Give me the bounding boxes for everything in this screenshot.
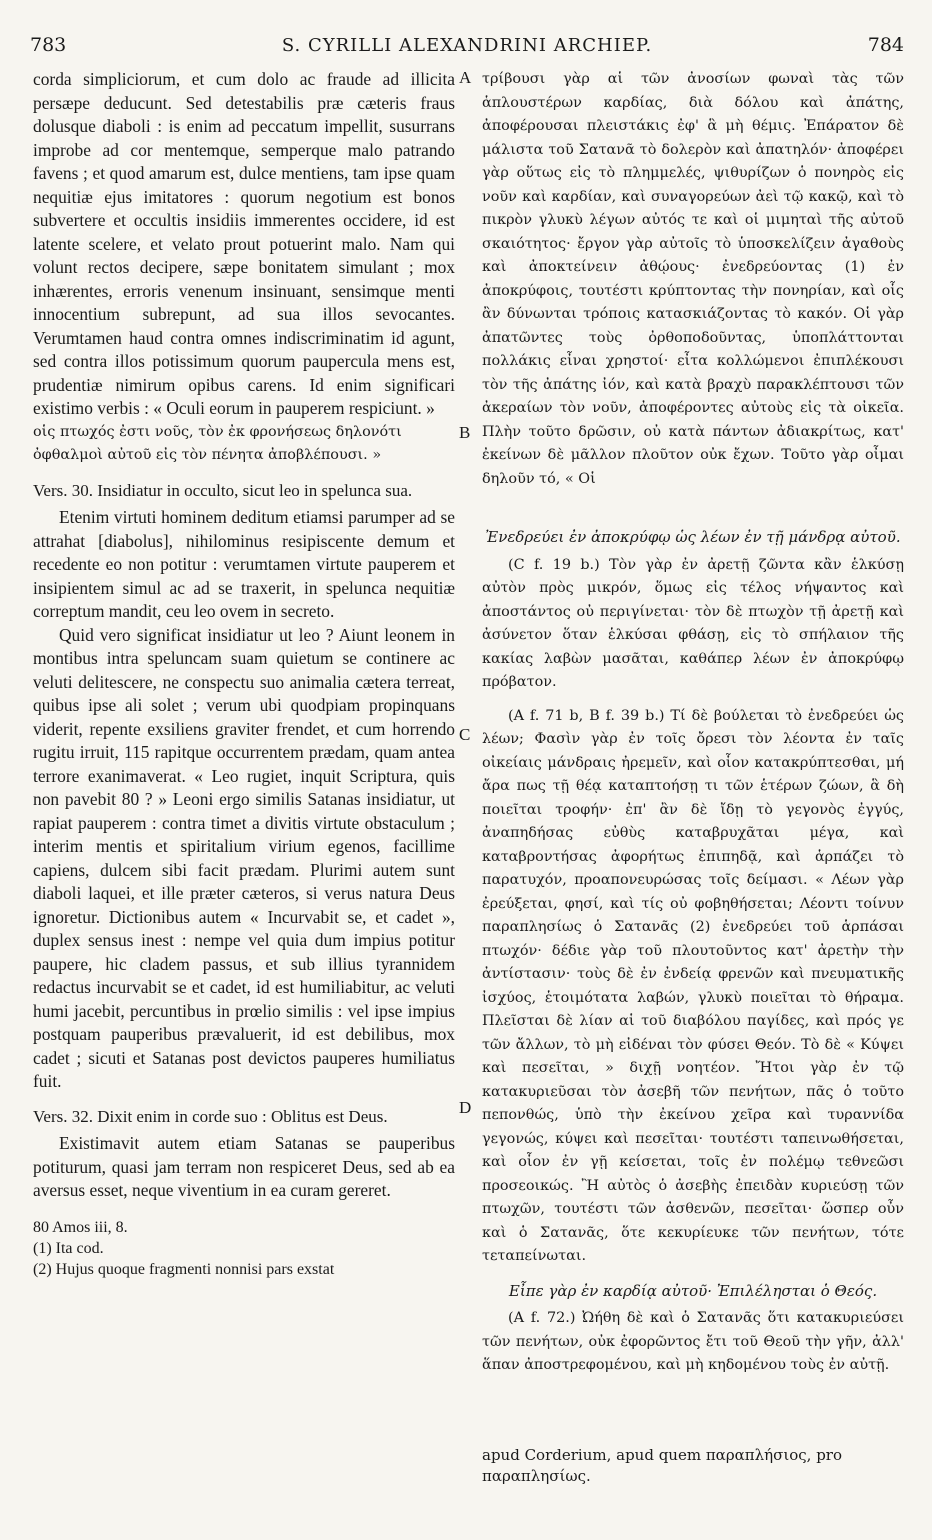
latin-paragraph-4: Existimavit autem etiam Satanas se pauperibus potiturum, quasi jam terram non respiceret Deus, sed ab ea aversus esset, neque viventium in ea curam gereret. — [33, 1133, 455, 1200]
greek-footnote: apud Corderium, apud quem παραπλήσιος, pro παραπλησίως. — [482, 1446, 843, 1485]
footnote-2: (2) Hujus quoque fragmenti nonnisi pars exstat — [33, 1260, 335, 1278]
verse-32-greek: Εἶπε γὰρ ἐν καρδίᾳ αὐτοῦ· Ἐπιλέλησται ὁ Θεός. — [508, 1281, 878, 1300]
footnote-1: (1) Ita cod. — [33, 1239, 104, 1257]
margin-letter-a: A — [459, 68, 472, 87]
greek-paragraph-2: (C f. 19 b.) Τὸν γὰρ ἐν ἀρετῇ ζῶντα κἂν ἑλκύσῃ αὐτὸν πρὸς μικρόν, ὅμως εἰς τέλος νήψαντος καὶ ἀποστάντος οὐ περιγίνεται· τὸν δὲ πτωχὸν τῇ ἀρετῇ καὶ ἀσύνετον ὅταν ἑλκύσαι φθάσῃ, εἰς τὸ σπήλαιον τῆς κακίας λαβὼν μασᾶται, καθάπερ λέων ἐν ἀποκρύφῳ πρόβατον. — [482, 556, 904, 690]
latin-greek-line-b: ὀφθαλμοὶ αὐτοῦ εἰς τὸν πένητα ἀποβλέπουσι. » — [33, 447, 382, 463]
latin-paragraph-2: Etenim virtuti hominem deditum etiamsi parumper ad se attrahat [diabolus], nihilominus resipiscente demum et recedente eo non potitur : verumtamen virtute pauperem et insipientem simul ac ad se traxerit, in spelunca nequitiæ correptum mandit, ceu leo ovem in secreto. — [33, 507, 455, 621]
latin-paragraph-1: corda simpliciorum, et cum dolo ac fraude ad illicita persæpe deducunt. Sed detestabilis præ cæteris fraus dolusque diaboli : is enim ad peccatum impellit, susurrans improbe ad cor mentemque, semperque malo patrando favens ; et quod amarum est, dulce mentiens, tam ipse quam nequitiæ ejus imitatores : quorum negotium est bonos subvertere et occultis insidiis immerentes occidere, id est latente scelere, et velato prout potuerint malo. Nam qui volunt rectos decipere, sæpe bonitatem simulant ; mox inhærentes, erroris venenum insinuant, sensimque menti innocentium subrepunt, ad sua illos sevocantes. Verumtamen haud contra omnes indiscriminatim id agunt, sed contra illos potissimum quorum paupercula mens est, prudentiæ nimirum opibus carens. Id enim significari existimo verbis : « Oculi eorum in pauperem respiciunt. » — [33, 69, 455, 418]
margin-letter-b: B — [459, 423, 471, 442]
page-number-left: 783 — [30, 34, 67, 56]
greek-paragraph-3: (A f. 71 b, B f. 39 b.) Τί δὲ βούλεται τὸ ἐνεδρεύει ὡς λέων; Φασὶν γὰρ ἐν τοῖς ὄρεσι τὸν λέοντα ἐν ταῖς οἰκείαις μάνδραις ἠρεμεῖν, καὶ οἷον κατακρύπτεσθαι, μή ἄρα πως τῇ θέᾳ καταπτοήσῃ τι τῶν ἑτέρων ζώων, ἃ δὴ ποιεῖται τροφήν· ἐπ' ἂν δὲ ἴδῃ τὸ γεγονὸς ἐγγύς, ἀναπηδήσας εὐθὺς καταβρυχᾶται μέγα, καὶ καταβροντήσας ἀφορήτως ἐπιπηδᾷ, καὶ ἁρπάζει τὸ παρατυχόν, προαπονευρώσας τοῖς δείμασι. « Λέων γὰρ ἐρεύξεται, φησί, καὶ τίς οὐ φοβηθήσεται; Λέοντι τοίνυν παραπλησίως ὁ Σατανᾶς (2) ἐνεδρεύει τοῦ ἁρπάσαι πτωχόν· δέδιε γὰρ τοῦ πλουτοῦντος κατ' ἀρετὴν τὴν ἀντίστασιν· τοὺς δὲ ἐν ἐνδείᾳ φρενῶν καὶ πνευματικῆς ἰσχύος, ἑτοιμότατα λαβών, γλυκὺ ποιεῖται τὸ θήραμα. Πλεῖσται δὲ λίαν αἱ τοῦ διαβόλου παγίδες, καὶ πρός γε τῶν ἄλλων, τὸ μὴ εἰδέναι τὸν φύσει Θεόν. Τὸ δὲ « Κύψει καὶ πεσεῖται, » διχῇ νοητέον. Ἤτοι γὰρ ἐν τῷ κατακυριεῦσαι τὸν ἀσεβῆ τῶν πενήτων, πᾶς ὁ τοῦτο πεπονθώς, ὑπὸ τὴν ἐκείνου χεῖρα καὶ τυραννίδα γεγονώς, κύψει καὶ πεσεῖται· τουτέστι ταπεινωθήσεται, καὶ οἷον ἐν γῇ κείσεται, τοῖς ἐν πολέμῳ τεθνεῶσι προσεοικώς. Ἢ αὐτὸς ὁ ἀσεβὴς ἐπειδὰν κυριεύσῃ τῶν πτωχῶν, τουτέστι τῶν ἀσθενῶν, πεσεῖται· ὥσπερ οὖν καὶ ὁ Σατανᾶς, ὅτε κεκυρίευκε τῶν πενήτων, τότε τεταπείνωται. — [482, 707, 904, 1264]
verse-32-latin: Vers. 32. Dixit enim in corde suo : Oblitus est Deus. — [33, 1106, 388, 1126]
footnote-80: 80 Amos iii, 8. — [33, 1218, 128, 1236]
latin-column — [33, 68, 455, 1280]
page-number-right: 784 — [867, 34, 904, 56]
margin-letter-d: D — [459, 1098, 472, 1117]
margin-letter-c: C — [459, 725, 471, 744]
latin-paragraph-3: Quid vero significat insidiatur ut leo ? Aiunt leonem in montibus intra speluncam suam quietum se continere ac veluti delitescere, ne conspectu suo animalia cætera terreat, quibus ipse ali solet ; verum ubi quodpiam propinquans viderit, repente exsiliens graviter frendet, et cum horrendo rugitu irruit, 115 rapitque occurrentem prædam, quam antea terrore exanimaverat. « Leo rugiet, inquit Scriptura, quis non pavebit 80 ? » Leoni ergo similis Satanas insidiatur, ut rapiat pauperem : contra timet a divitis virtute obstaculum ; interim mentis et spiritalium virium egenos, facillime capiens, dulcem sibi facit prædam. Plurimi autem sunt diaboli laquei, et ille præter cæteros, si verus natura Deus ignoretur. Dictionibus autem « Incurvabit se, et cadet », duplex sensus inest : nempe vel quia dum impius potitur paupere, hic cladem passus, et sub illius tyrannidem redactus incurvabit se et cadet, id est humiliabitur, ac veluti humi jacebit, percuntibus in prœlio similis : vel ipse impius postquam pauperibus prævaluerit, id est debilibus, mox cadet ; sicuti et Satanas post devictos pauperes humiliatus fuit. — [33, 624, 455, 1091]
latin-greek-line-a: οἱς πτωχός ἐστι νοῦς, τὸν ἐκ φρονήσεως δηλονότι — [33, 423, 402, 440]
greek-paragraph-1: τρίβουσι γὰρ αἱ τῶν ἀνοσίων φωναὶ τὰς τῶν ἁπλουστέρων καρδίας, διὰ δόλου καὶ ἀπάτης, ἀποφέρουσαι πλειστάκις ἐφ' ἃ μὴ θέμις. Ἐπάρατον δὲ μάλιστα τοῦ Σατανᾶ τὸ δολερὸν καὶ ἀπατηλόν· ἀποφέρει γὰρ οὕτως εἰς τὸ πλημμελές, ψιθυρίζων ὁ πονηρὸς εἰς νοῦν καὶ καρδίαν, καὶ συναγορεύων ἀεὶ τῷ κακῷ, καὶ τὸ πικρὸν γλυκὺ λέγων αὐτός τε καὶ οἱ μιμηταὶ τῆς αὐτοῦ σκαιότητος· ἔργον γὰρ αὐτοῖς τὸ ὑποσκελίζειν ἀγαθοὺς καὶ ἀποκτείνειν ἀθῴους· ἐνεδρεύοντας (1) ἐν ἀποκρύφοις, τουτέστι κρύπτοντας τὴν πονηρίαν, καὶ οἷς ἂν δύνωνται τρόποις κατασκιάζοντας τὸ κακόν. Οἱ γὰρ ἀπατῶντες τοὺς ὀρθοποδοῦντας, ὑποπλάττονται πολλάκις εἶναι χρηστοί· εἶτα κολλώμενοι ἐπιπλέκουσι τὸν τῆς ἀπάτης ἰόν, καὶ κατὰ βραχὺ παρακλέπτουσι τῶν ἀκεραίων τὸν νοῦν, ἀποφέροντες αὐτοὺς εἰς τὰ οἰκεῖα. Πλὴν τοῦτο δρῶσιν, οὐ κατὰ πάντων ἀδιακρίτως, κατ' ἐκείνων δὲ μᾶλλον πλοῦτον οὐκ ἔχων. Τοῦτο γὰρ οἶμαι δηλοῦν τό, « Οἱ — [482, 71, 904, 487]
greek-paragraph-4: (A f. 72.) Ὠήθη δὲ καὶ ὁ Σατανᾶς ὅτι κατακυριεύσει τῶν πενήτων, οὐκ ἐφορῶντος ἔτι τοῦ Θεοῦ τὴν γῆν, ἀλλ' ἅπαν ἀποστρεφομένου, καὶ μὴ κηδομένου τοὺς ἐν αὐτῇ. — [482, 1310, 904, 1373]
running-title: S. CYRILLI ALEXANDRINI ARCHIEP. — [281, 35, 653, 56]
greek-column — [482, 68, 904, 1378]
verse-30-greek: Ἐνεδρεύει ἐν ἀποκρύφῳ ὡς λέων ἐν τῇ μάνδρᾳ αὐτοῦ. — [485, 528, 901, 546]
running-header — [30, 34, 904, 62]
latin-footnotes — [33, 1217, 455, 1280]
verse-30-latin: Vers. 30. Insidiatur in occulto, sicut leo in spelunca sua. — [33, 480, 413, 500]
